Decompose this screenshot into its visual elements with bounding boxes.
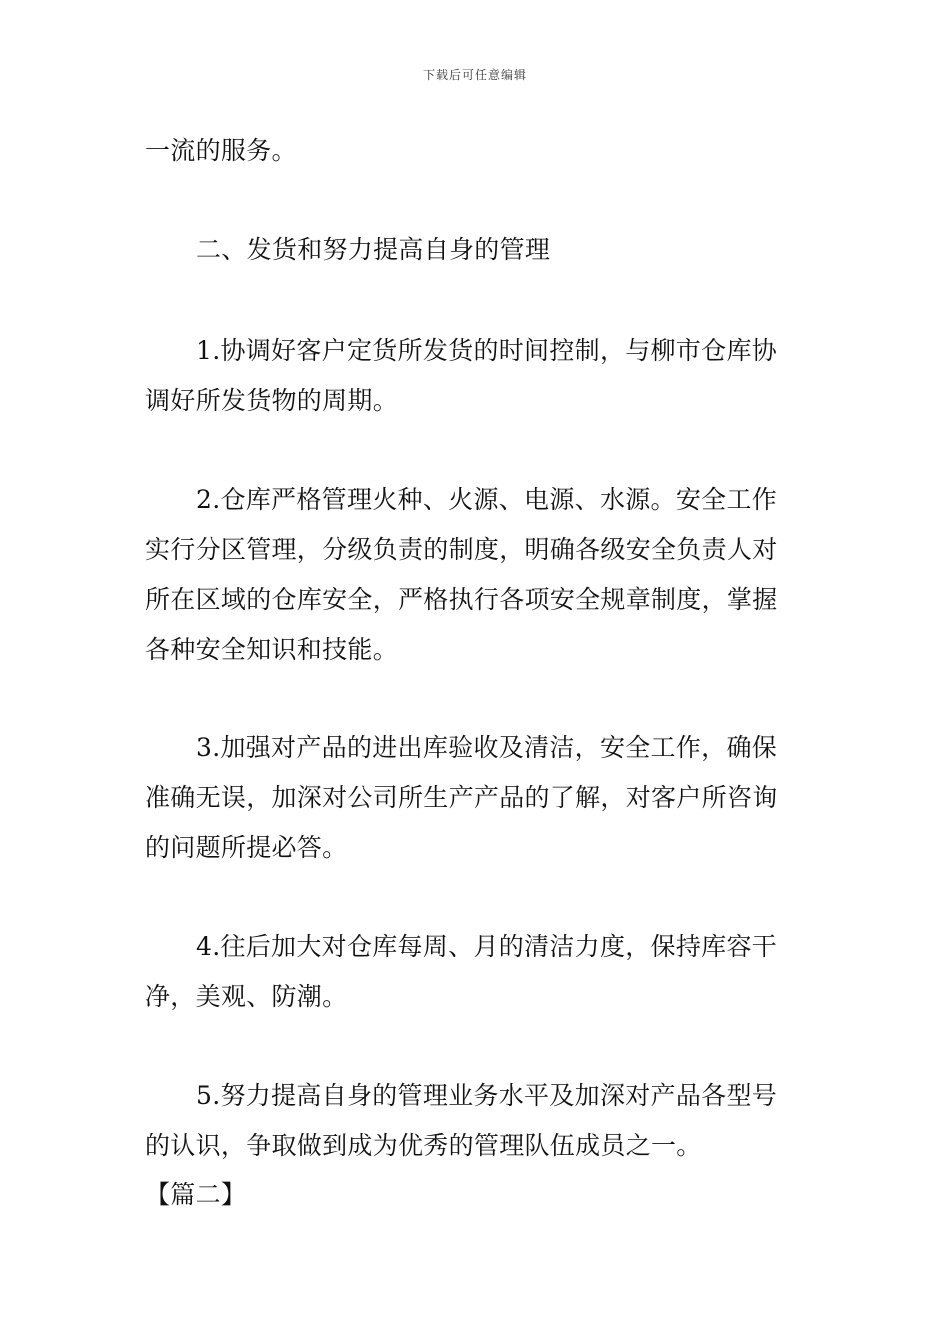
text-line: 5.努力提高自身的管理业务水平及加深对产品各型号	[196, 1081, 778, 1110]
text-line: 1.协调好客户定货所发货的时间控制，与柳市仓库协	[196, 336, 778, 365]
section-heading: 二、发货和努力提高自身的管理	[196, 235, 551, 264]
text-line: 3.加强对产品的进出库验收及清洁，安全工作，确保	[196, 733, 778, 762]
text-line: 的认识，争取做到成为优秀的管理队伍成员之一。	[145, 1131, 702, 1160]
text-line: 一流的服务。	[145, 136, 297, 165]
page-header: 下载后可任意编辑	[422, 68, 527, 82]
text-line: 各种安全知识和技能。	[145, 635, 399, 664]
text-line: 所在区域的仓库安全，严格执行各项安全规章制度，掌握	[145, 585, 778, 614]
text-line: 的问题所提必答。	[145, 833, 348, 862]
text-line: 2.仓库严格管理火种、火源、电源、水源。安全工作	[196, 485, 778, 514]
text-line: 调好所发货物的周期。	[145, 386, 399, 415]
text-line: 实行分区管理，分级负责的制度，明确各级安全负责人对	[145, 535, 778, 564]
text-line: 准确无误，加深对公司所生产产品的了解，对客户所咨询	[145, 783, 778, 812]
text-line: 4.往后加大对仓库每周、月的清洁力度，保持库容干	[196, 932, 778, 961]
chapter-heading: 【篇二】	[145, 1180, 247, 1209]
text-line: 净，美观、防潮。	[145, 982, 348, 1011]
